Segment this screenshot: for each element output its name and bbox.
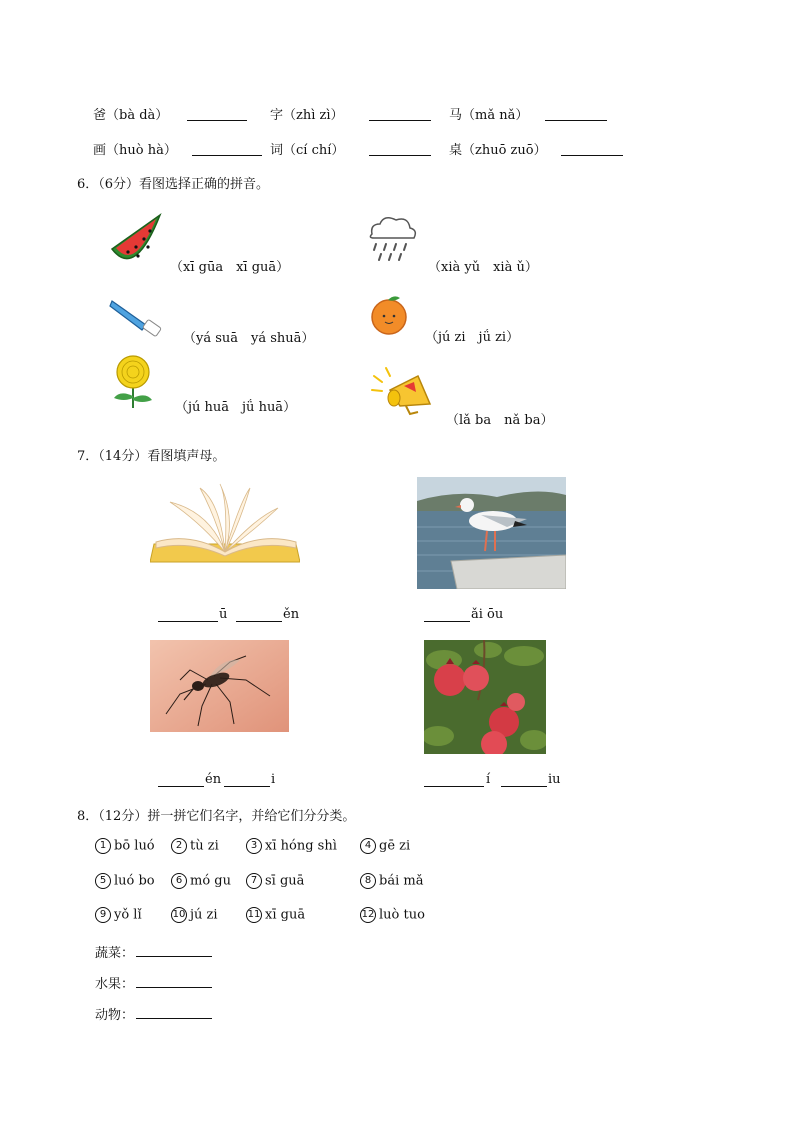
answer-blank[interactable] [545,106,607,121]
q8-item [246,838,337,854]
orange-icon [366,292,412,338]
q7-item-1-part-b: ěn [283,607,300,622]
answer-blank[interactable] [236,607,282,622]
q7-item-3-part-a: én [205,772,222,787]
row1-item-zi: 字（zhì zì） [270,108,344,123]
answer-blank[interactable] [158,772,204,787]
q8-item [171,838,219,854]
category-answer-blank[interactable] [136,973,212,988]
item-number: 9 [95,907,111,923]
item-pinyin: bō luó [114,838,155,854]
answer-blank[interactable] [424,607,470,622]
item-pinyin: tù zi [190,838,219,854]
answer-blank[interactable] [424,772,484,787]
item-number: 2 [171,838,187,854]
q7-title: 7．（14分）看图填声母。 [77,449,226,464]
q8-item [95,907,142,923]
category-label-vegetables: 蔬菜： [95,946,135,961]
item-number: 5 [95,873,111,889]
q6-option: （jú huā jǘ huā） [175,400,297,415]
mosquito-photo [150,640,289,732]
q8-item [171,873,231,889]
q8-item [246,907,305,923]
q8-item [95,873,155,889]
answer-blank[interactable] [561,141,623,156]
category-label-fruits: 水果： [95,977,135,992]
item-number: 7 [246,873,262,889]
item-pinyin: bái mǎ [379,873,424,889]
answer-blank[interactable] [369,141,431,156]
item-number: 6 [171,873,187,889]
item-number: 3 [246,838,262,854]
q8-item [360,907,425,923]
toothbrush-icon [108,295,164,339]
q7-item-1-part-a: ū [219,607,228,622]
q8-item [360,873,423,889]
item-number: 12 [360,907,376,923]
q7-item-2-part-a: ǎi ōu [471,607,504,622]
loudspeaker-icon [370,364,434,418]
answer-blank[interactable] [369,106,431,121]
item-pinyin: xī hóng shì [265,838,337,854]
q8-item [246,873,304,889]
item-pinyin: sī guā [265,873,305,889]
item-pinyin: gē zi [379,838,411,854]
category-label-animals: 动物： [95,1008,135,1023]
row1-item-ba: 爸（bà dà） [93,108,169,123]
answer-blank[interactable] [501,772,547,787]
item-number: 8 [360,873,376,889]
item-pinyin: yǒ lǐ [114,907,142,923]
q6-option: （jú zi jǘ zi） [425,330,520,345]
q6-title: 6．（6分）看图选择正确的拼音。 [77,177,270,192]
item-pinyin: xī guā [265,907,306,923]
item-pinyin: luó bo [114,873,155,889]
q7-item-4-part-b: iu [548,772,561,787]
answer-blank[interactable] [192,141,262,156]
q8-item [360,838,410,854]
watermelon-icon [106,209,164,267]
item-number: 1 [95,838,111,854]
item-pinyin: mó gu [190,873,231,889]
q8-item [171,907,218,923]
row1-item-ma: 马（mǎ nǎ） [449,108,529,123]
q6-option: （xià yǔ xià ǔ） [428,260,538,275]
chrysanthemum-icon [108,352,158,410]
item-pinyin: luò tuo [379,907,425,923]
q6-option: （lǎ ba nǎ ba） [446,413,554,428]
q8-title: 8．（12分）拼一拼它们名字，并给它们分分类。 [77,809,356,824]
q6-option: （xī gūa xī guā） [170,260,290,275]
q7-item-3-part-b: i [271,772,276,787]
rain-cloud-icon [364,210,420,266]
item-number: 11 [246,907,262,923]
item-number: 4 [360,838,376,854]
item-number: 10 [171,907,187,923]
seagull-photo [417,477,566,589]
row2-item-zhuo: 桌（zhuō zuō） [449,143,547,158]
item-pinyin: jú zi [190,907,218,923]
pomegranate-photo [424,640,546,754]
row2-item-hua: 画（huò hà） [93,143,177,158]
answer-blank[interactable] [224,772,270,787]
q6-option: （yá suā yá shuā） [183,331,315,346]
category-answer-blank[interactable] [136,942,212,957]
row2-item-ci: 词（cí chí） [270,143,345,158]
answer-blank[interactable] [187,106,247,121]
book-photo [150,482,300,566]
q7-item-4-part-a: í [486,772,491,787]
q8-item [95,838,155,854]
category-answer-blank[interactable] [136,1004,212,1019]
answer-blank[interactable] [158,607,218,622]
